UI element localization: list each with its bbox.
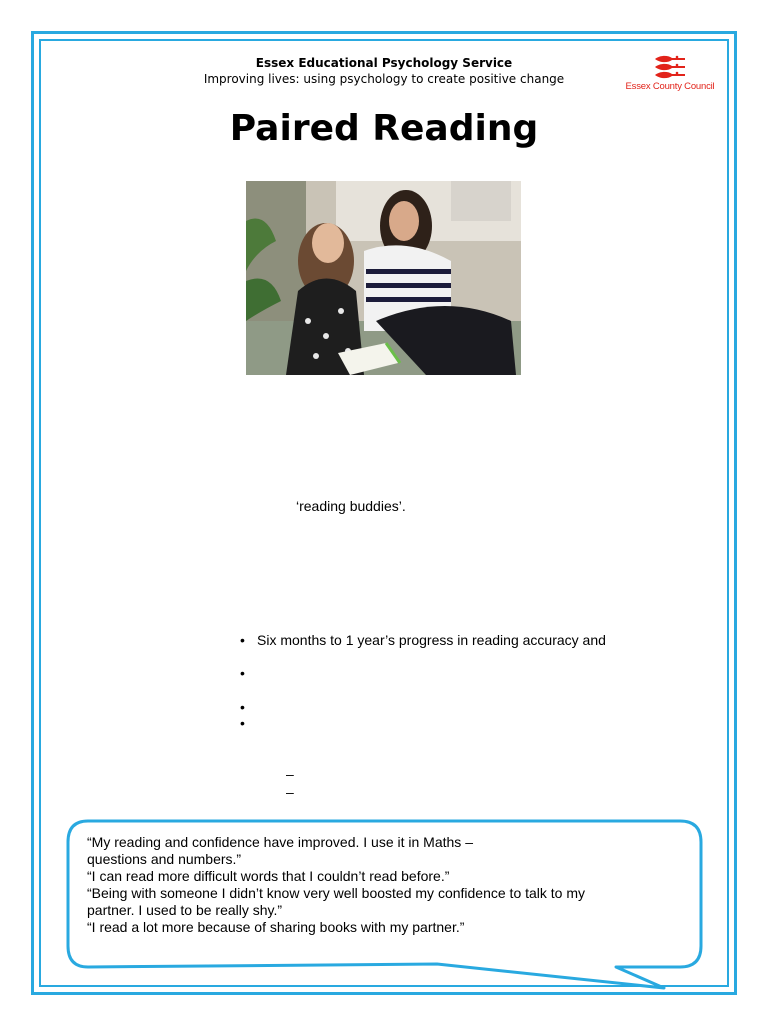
- reading-buddies-text: ‘reading buddies’.: [296, 498, 406, 514]
- page-title: Paired Reading: [229, 108, 539, 149]
- quote-line: “I can read more difficult words that I couldn’t read before.”: [87, 868, 450, 884]
- bullet-icon: •: [240, 665, 245, 681]
- quote-line: questions and numbers.”: [87, 851, 242, 867]
- quote-line: “I read a lot more because of sharing books with my partner.”: [87, 919, 465, 935]
- sub-list-dash: –: [286, 784, 294, 800]
- list-item-text: Six months to 1 year’s progress in reading accuracy and: [257, 632, 606, 648]
- quote-line: “Being with someone I didn’t know very well boosted my confidence to talk to my: [87, 885, 586, 901]
- service-tagline: Improving lives: using psychology to create positive change: [203, 72, 565, 86]
- council-name: Essex County Council: [625, 81, 715, 92]
- bullet-icon: •: [240, 699, 245, 715]
- service-name: Essex Educational Psychology Service: [255, 56, 513, 70]
- bullet-icon: •: [240, 632, 245, 648]
- quote-line: partner. I used to be really shy.”: [87, 902, 283, 918]
- bullet-icon: •: [240, 715, 245, 731]
- testimonial-quotes: [87, 834, 677, 936]
- quote-line: “My reading and confidence have improved. I use it in Maths –: [87, 834, 473, 850]
- sub-list-dash: –: [286, 766, 294, 782]
